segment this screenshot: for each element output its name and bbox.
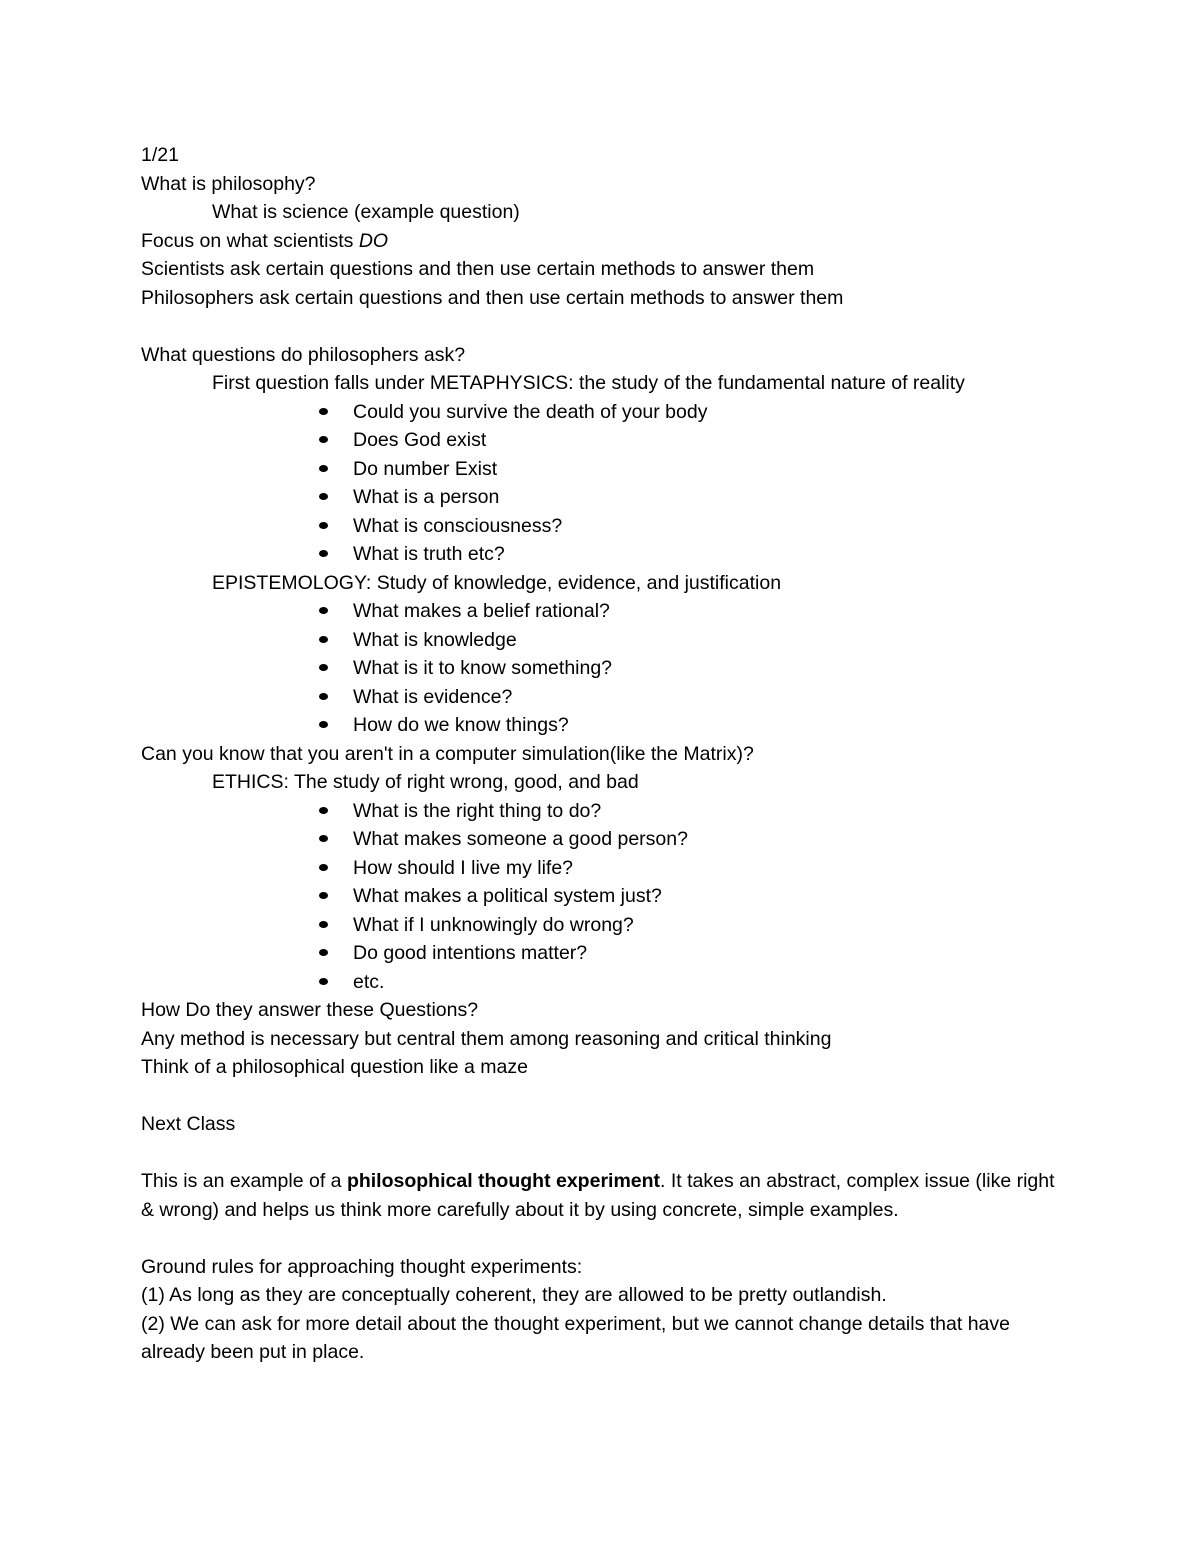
bullet-icon bbox=[319, 835, 328, 842]
bullet-icon bbox=[319, 522, 328, 529]
bullet-icon bbox=[319, 465, 328, 472]
metaphysics-heading: First question falls under METAPHYSICS: the study of the fundamental nature of reality bbox=[212, 372, 965, 394]
list-item: How should I live my life? bbox=[141, 854, 1071, 883]
bullet-icon bbox=[319, 864, 328, 871]
focus-do: DO bbox=[358, 229, 389, 252]
any-method-line: Any method is necessary but central them among reasoning and critical thinking bbox=[141, 1027, 832, 1050]
list-item: What is the right thing to do? bbox=[141, 797, 1071, 826]
bullet-icon bbox=[319, 636, 328, 643]
metaphysics-list bbox=[141, 398, 1071, 569]
bullet-icon bbox=[319, 664, 328, 671]
question-philosophy: What is philosophy? bbox=[141, 172, 316, 195]
list-item: What is consciousness? bbox=[141, 512, 1071, 541]
ethics-list bbox=[141, 797, 1071, 997]
bullet-icon bbox=[319, 921, 328, 928]
date-line: 1/21 bbox=[141, 144, 179, 166]
list-item: What is evidence? bbox=[141, 683, 1071, 712]
list-item: What is truth etc? bbox=[141, 540, 1071, 569]
bullet-icon bbox=[319, 949, 328, 956]
philosophers-line: Philosophers ask certain questions and then use certain methods to answer them bbox=[141, 286, 844, 309]
how-answer-line: How Do they answer these Questions? bbox=[141, 999, 479, 1021]
list-item: etc. bbox=[141, 968, 1071, 997]
list-item: What is it to know something? bbox=[141, 654, 1071, 683]
bullet-icon bbox=[319, 607, 328, 614]
thought-experiment-paragraph bbox=[141, 1167, 1071, 1224]
list-item: What if I unknowingly do wrong? bbox=[141, 911, 1071, 940]
bullet-icon bbox=[319, 892, 328, 899]
bullet-icon bbox=[319, 978, 328, 985]
question-science: What is science (example question) bbox=[212, 201, 520, 223]
focus-prefix: Focus on what scientists bbox=[141, 229, 359, 252]
list-item: Could you survive the death of your body bbox=[141, 398, 1071, 427]
rule-one: (1) As long as they are conceptually coherent, they are allowed to be pretty outlandish. bbox=[141, 1284, 887, 1306]
question-ask: What questions do philosophers ask? bbox=[141, 343, 466, 366]
ethics-heading: ETHICS: The study of right wrong, good, and bad bbox=[212, 771, 639, 793]
scientists-line: Scientists ask certain questions and then use certain methods to answer them bbox=[141, 258, 815, 280]
bullet-icon bbox=[319, 408, 328, 415]
example-prefix: This is an example of a bbox=[141, 1170, 347, 1192]
list-item: Do number Exist bbox=[141, 455, 1071, 484]
bullet-icon bbox=[319, 807, 328, 814]
list-item: What makes a belief rational? bbox=[141, 597, 1071, 626]
maze-line: Think of a philosophical question like a maze bbox=[141, 1056, 528, 1078]
example-suffix: . It takes an abstract, complex issue (like right & wrong) and helps us think more carefully about it by using concrete, simple examples. bbox=[141, 1170, 1055, 1221]
list-item: How do we know things? bbox=[141, 711, 1071, 740]
document-page bbox=[141, 141, 1071, 1367]
list-item: Does God exist bbox=[141, 426, 1071, 455]
rule-two: (2) We can ask for more detail about the thought experiment, but we cannot change details that have already been put in place. bbox=[141, 1312, 1010, 1363]
list-item: What is a person bbox=[141, 483, 1071, 512]
list-item: Do good intentions matter? bbox=[141, 939, 1071, 968]
ground-rules-heading: Ground rules for approaching thought experiments: bbox=[141, 1255, 583, 1278]
list-item: What is knowledge bbox=[141, 626, 1071, 655]
blank-line bbox=[141, 1082, 1071, 1111]
next-class-line: Next Class bbox=[141, 1113, 236, 1135]
blank-line bbox=[141, 1139, 1071, 1168]
focus-line bbox=[141, 227, 1071, 256]
blank-line bbox=[141, 312, 1071, 341]
epistemology-heading: EPISTEMOLOGY: Study of knowledge, evidence, and justification bbox=[212, 571, 782, 594]
epistemology-list bbox=[141, 597, 1071, 740]
bullet-icon bbox=[319, 550, 328, 557]
bullet-icon bbox=[319, 436, 328, 443]
example-bold: philosophical thought experiment bbox=[346, 1170, 661, 1192]
simulation-line: Can you know that you aren't in a computer simulation(like the Matrix)? bbox=[141, 742, 754, 765]
bullet-icon bbox=[319, 493, 328, 500]
bullet-icon bbox=[319, 721, 328, 728]
list-item: What makes someone a good person? bbox=[141, 825, 1071, 854]
blank-line bbox=[141, 1224, 1071, 1253]
list-item: What makes a political system just? bbox=[141, 882, 1071, 911]
bullet-icon bbox=[319, 693, 328, 700]
